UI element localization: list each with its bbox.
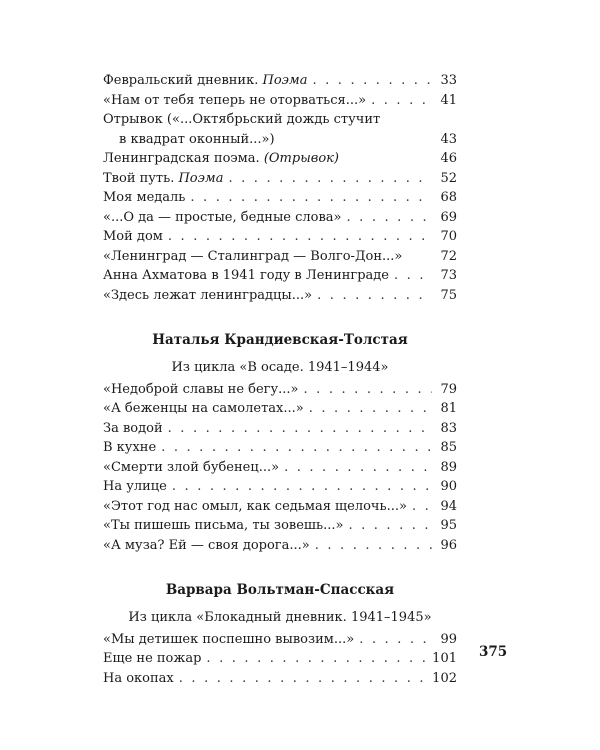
toc-entry-page: 94: [440, 498, 457, 514]
leader-dots: [371, 91, 432, 111]
section-cycle-title: Из цикла «Блокадный дневник. 1941–1945»: [128, 610, 432, 625]
toc-entry-title: В кухне: [103, 440, 157, 455]
leader-dots: [304, 380, 433, 400]
toc-entry-title: На улице: [103, 479, 167, 494]
toc-entry-page: 46: [440, 151, 457, 166]
leader-dots: [228, 169, 432, 189]
toc-entry: [103, 266, 457, 286]
toc-entry: [103, 286, 457, 306]
toc-entry-page: 70: [440, 229, 457, 244]
toc-entry-title: «Недоброй славы не бегу...»: [103, 381, 299, 397]
toc-entry: [103, 169, 457, 189]
toc-entry: [103, 630, 457, 650]
toc-entry-page: 101: [432, 651, 457, 666]
toc-entry: [103, 208, 457, 228]
leader-dots: [179, 669, 427, 689]
toc-entry-title: Февральский дневник. Поэма: [103, 73, 308, 88]
leader-dots: [190, 188, 432, 208]
toc-entry-page: 79: [440, 381, 457, 397]
toc-entry-title: «Мы детишек поспешно вывозим...»: [103, 631, 355, 647]
section-cycle-title: Из цикла «В осаде. 1941–1944»: [171, 360, 389, 375]
leader-dots: [161, 438, 432, 458]
toc-entry: [103, 227, 457, 247]
toc-entry-page: 85: [440, 440, 457, 455]
toc-entry: [103, 247, 457, 267]
toc-entry-page: 68: [440, 190, 457, 205]
leader-dots: [317, 286, 432, 306]
leader-dots: [315, 536, 432, 556]
leader-dots: [312, 71, 432, 91]
toc-section-1: [103, 71, 457, 305]
leader-dots: [309, 399, 432, 419]
leader-dots: [359, 630, 432, 650]
toc-entry-title: «Этот год нас омыл, как седьмая щелочь...»: [103, 498, 407, 514]
toc-entry-page: 90: [440, 479, 457, 494]
toc-entry: [103, 399, 457, 419]
toc-entry-page: 33: [440, 73, 457, 88]
toc-entry: [103, 516, 457, 536]
toc-entry-title: «Ты пишешь письма, ты зовешь...»: [103, 518, 344, 533]
toc-entry: [103, 91, 457, 111]
table-of-contents: [103, 68, 457, 688]
toc-entry-title: Ленинградская поэма. (Отрывок): [103, 151, 340, 166]
toc-entry-title: «Здесь лежат ленинградцы...»: [103, 287, 313, 303]
page-number: 375: [479, 644, 508, 660]
toc-entry-title: «Нам от тебя теперь не оторваться...»: [103, 92, 367, 108]
leader-dots: [284, 458, 432, 478]
toc-entry: [103, 188, 457, 208]
toc-entry: [103, 497, 457, 517]
toc-entry: [103, 380, 457, 400]
toc-entry-page: 73: [440, 268, 457, 283]
toc-entry-page: 95: [440, 518, 457, 533]
toc-section-2: [103, 330, 457, 555]
toc-entry: [103, 71, 457, 91]
toc-entry-title: За водой: [103, 420, 163, 436]
toc-entry-page: 72: [440, 248, 457, 264]
leader-dots: [168, 419, 432, 439]
section-author: Варвара Вольтман-Спасская: [165, 582, 395, 598]
leader-dots: [394, 266, 432, 286]
toc-entry-page: 52: [440, 170, 457, 186]
toc-entry: [103, 649, 457, 669]
toc-entry-title: «А муза? Ей — своя дорога...»: [103, 537, 310, 553]
section-author: Наталья Крандиевская-Толстая: [152, 332, 408, 348]
toc-entry-title: Отрывок («...Октябрьский дождь стучит: [103, 112, 381, 127]
toc-entry-page: 96: [440, 537, 457, 553]
leader-dots: [347, 208, 432, 228]
toc-entry-title: На окопах: [103, 670, 174, 686]
toc-entry-page: 102: [432, 670, 457, 686]
toc-entry: [103, 419, 457, 439]
toc-entry: [103, 438, 457, 458]
leader-dots: [206, 649, 427, 669]
toc-entry-page: 83: [440, 420, 457, 436]
leader-dots: [172, 477, 432, 497]
toc-entry: [103, 149, 457, 169]
toc-entry: [103, 110, 457, 149]
toc-entry-page: 43: [440, 131, 457, 147]
toc-entry: [103, 669, 457, 689]
leader-dots: [168, 227, 432, 247]
toc-section-3: [103, 580, 457, 688]
toc-entry-page: 89: [440, 459, 457, 475]
leader-dots: [348, 516, 432, 536]
toc-entry-title: «Смерти злой бубенец...»: [103, 459, 280, 475]
toc-entry-page: 41: [440, 92, 457, 108]
toc-entry-title: Твой путь. Поэма: [103, 170, 224, 186]
toc-entry-title-continuation: в квадрат оконный...»): [119, 131, 275, 147]
toc-entry-page: 75: [440, 287, 457, 303]
toc-entry-page: 81: [440, 401, 457, 416]
toc-entry: [103, 536, 457, 556]
toc-entry-title: Мой дом: [103, 229, 163, 244]
toc-entry-title: Моя медаль: [103, 190, 186, 205]
toc-entry-title: Еще не пожар: [103, 651, 202, 666]
toc-entry-title: «Ленинград — Сталинград — Волго-Дон...»: [103, 248, 403, 264]
toc-entry-title: «...О да — простые, бедные слова»: [103, 209, 342, 225]
toc-entry: [103, 477, 457, 497]
leader-dots: [412, 497, 432, 517]
toc-entry: [103, 458, 457, 478]
toc-entry-page: 69: [440, 209, 457, 225]
toc-entry-title: «А беженцы на самолетах...»: [103, 401, 304, 416]
toc-entry-page: 99: [440, 631, 457, 647]
toc-entry-title: Анна Ахматова в 1941 году в Ленинграде: [103, 268, 389, 283]
